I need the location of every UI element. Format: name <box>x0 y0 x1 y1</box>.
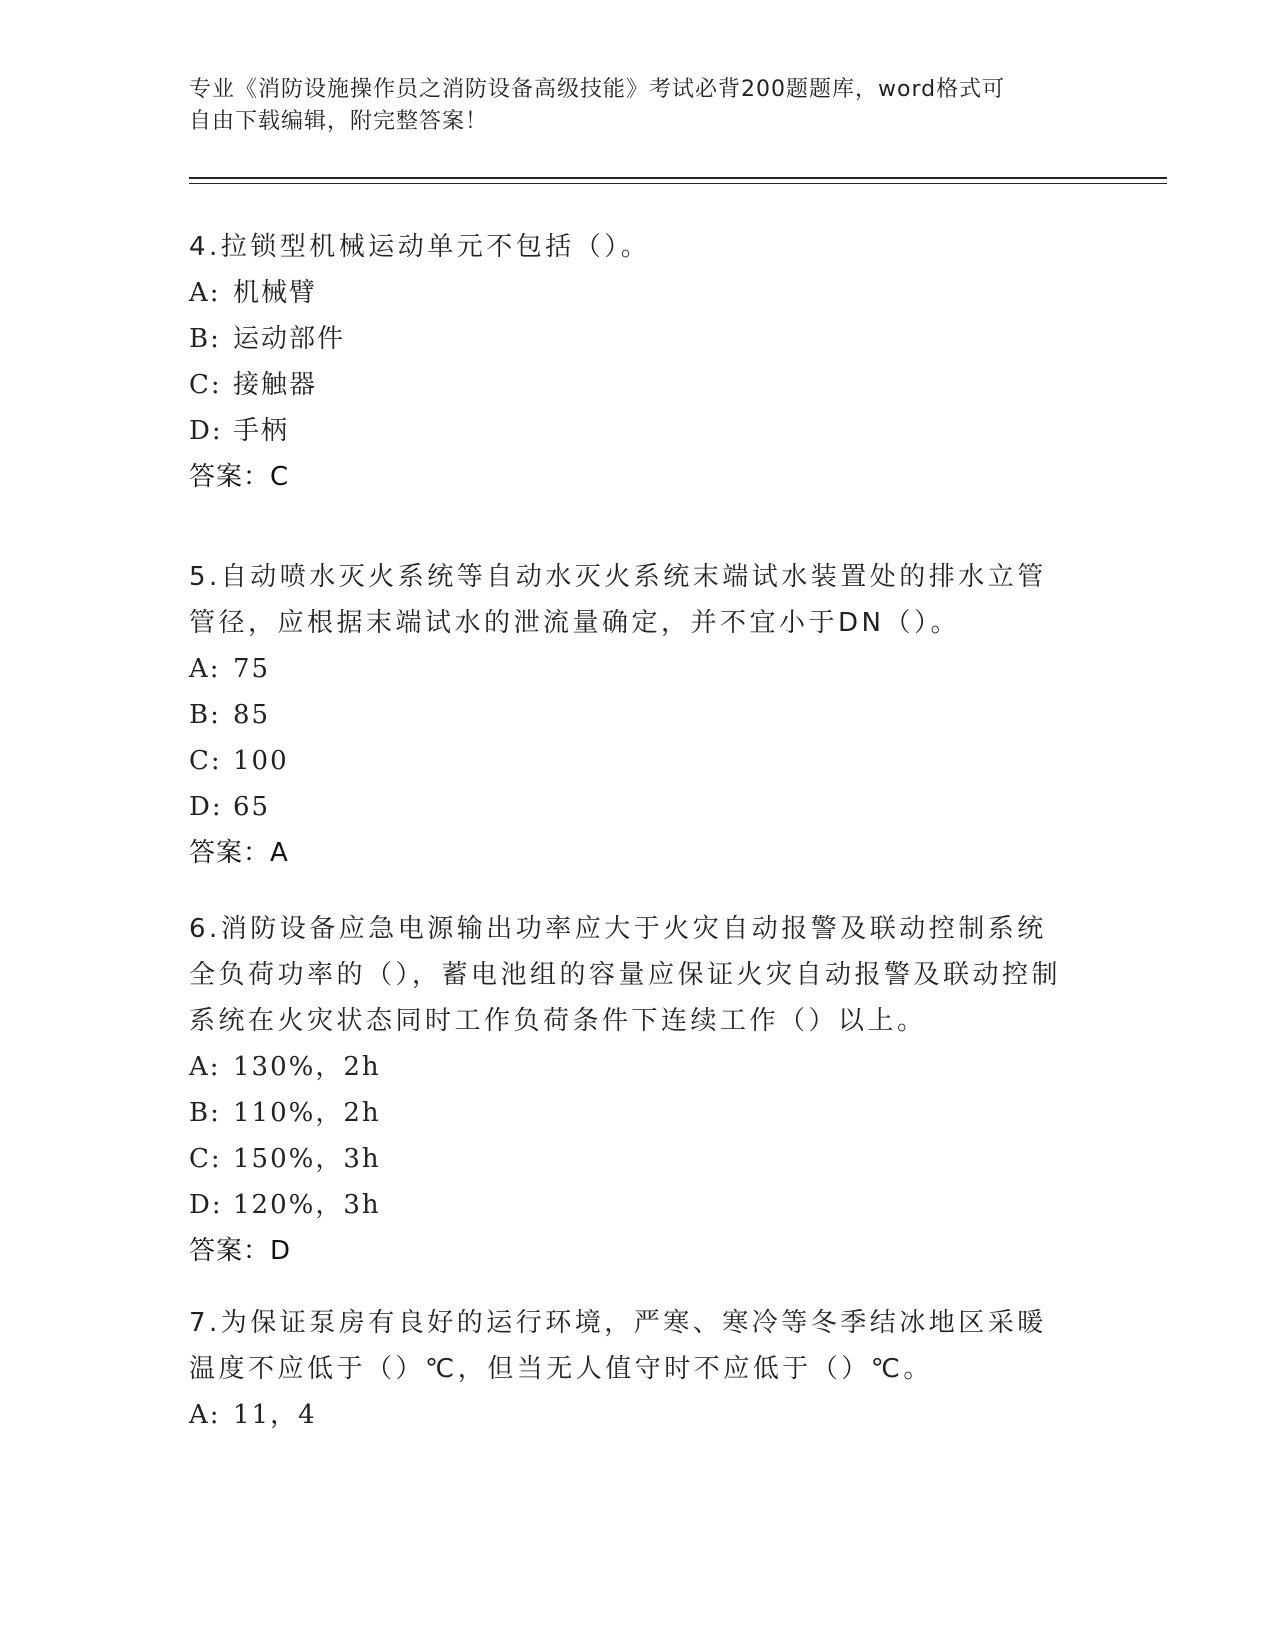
header-divider-thick <box>189 177 1167 179</box>
option-text: 75 <box>233 654 271 684</box>
header-line-2: 自由下载编辑，附完整答案！ <box>189 109 489 134</box>
option-letter: D: <box>189 1190 223 1220</box>
option-text: 100 <box>233 746 289 776</box>
option-text: 11，4 <box>233 1400 317 1430</box>
option-letter: A: <box>189 278 221 308</box>
option-letter: C: <box>189 1144 222 1174</box>
option-letter: C: <box>189 746 222 776</box>
option-letter: A: <box>189 654 221 684</box>
option-a <box>189 270 1069 316</box>
question-4 <box>189 224 1069 500</box>
option-letter: D: <box>189 792 223 822</box>
question-stem: 4.拉锁型机械运动单元不包括（）。 <box>189 232 651 262</box>
option-letter: C: <box>189 370 222 400</box>
option-d <box>189 1182 1069 1228</box>
option-c <box>189 1136 1069 1182</box>
answer-label: 答案：C <box>189 462 290 492</box>
question-7 <box>189 1300 1069 1438</box>
option-letter: A: <box>189 1052 221 1082</box>
option-a <box>189 1392 1069 1438</box>
option-text: 110%，2h <box>233 1098 381 1128</box>
option-letter: B: <box>189 700 221 730</box>
answer-label: 答案：D <box>189 1236 292 1266</box>
option-letter: B: <box>189 324 221 354</box>
header-line-1: 专业《消防设施操作员之消防设备高级技能》考试必背200题题库，word格式可 <box>189 77 1006 102</box>
option-text: 接触器 <box>233 370 318 400</box>
option-c <box>189 362 1069 408</box>
option-text: 130%，2h <box>233 1052 381 1082</box>
option-c <box>189 738 1069 784</box>
question-stem: 6.消防设备应急电源输出功率应大于火灾自动报警及联动控制系统全负荷功率的（），蓄电池组的容量应保证火灾自动报警及联动控制系统在火灾状态同时工作负荷条件下连续工作（）以上。 <box>189 914 1062 1036</box>
question-stem: 5.自动喷水灭火系统等自动水灭火系统末端试水装置处的排水立管管径，应根据末端试水的泄流量确定，并不宜小于DN（）。 <box>189 562 1047 638</box>
option-d <box>189 784 1069 830</box>
question-stem: 7.为保证泵房有良好的运行环境，严寒、寒冷等冬季结冰地区采暖温度不应低于（）℃，但当无人值守时不应低于（）℃。 <box>189 1308 1047 1384</box>
option-d <box>189 408 1069 454</box>
option-text: 150%，3h <box>233 1144 381 1174</box>
answer-label: 答案：A <box>189 838 289 868</box>
document-header <box>189 74 1089 138</box>
option-b <box>189 316 1069 362</box>
option-text: 120%，3h <box>233 1190 381 1220</box>
option-a <box>189 1044 1069 1090</box>
option-text: 手柄 <box>233 416 290 446</box>
option-letter: A: <box>189 1400 221 1430</box>
option-text: 机械臂 <box>233 278 318 308</box>
option-text: 运动部件 <box>233 324 346 354</box>
option-b <box>189 1090 1069 1136</box>
question-6 <box>189 906 1069 1274</box>
question-5 <box>189 554 1069 876</box>
option-letter: D: <box>189 416 223 446</box>
option-b <box>189 692 1069 738</box>
option-text: 85 <box>233 700 271 730</box>
option-letter: B: <box>189 1098 221 1128</box>
option-text: 65 <box>233 792 271 822</box>
header-divider-thin <box>189 183 1167 184</box>
option-a <box>189 646 1069 692</box>
